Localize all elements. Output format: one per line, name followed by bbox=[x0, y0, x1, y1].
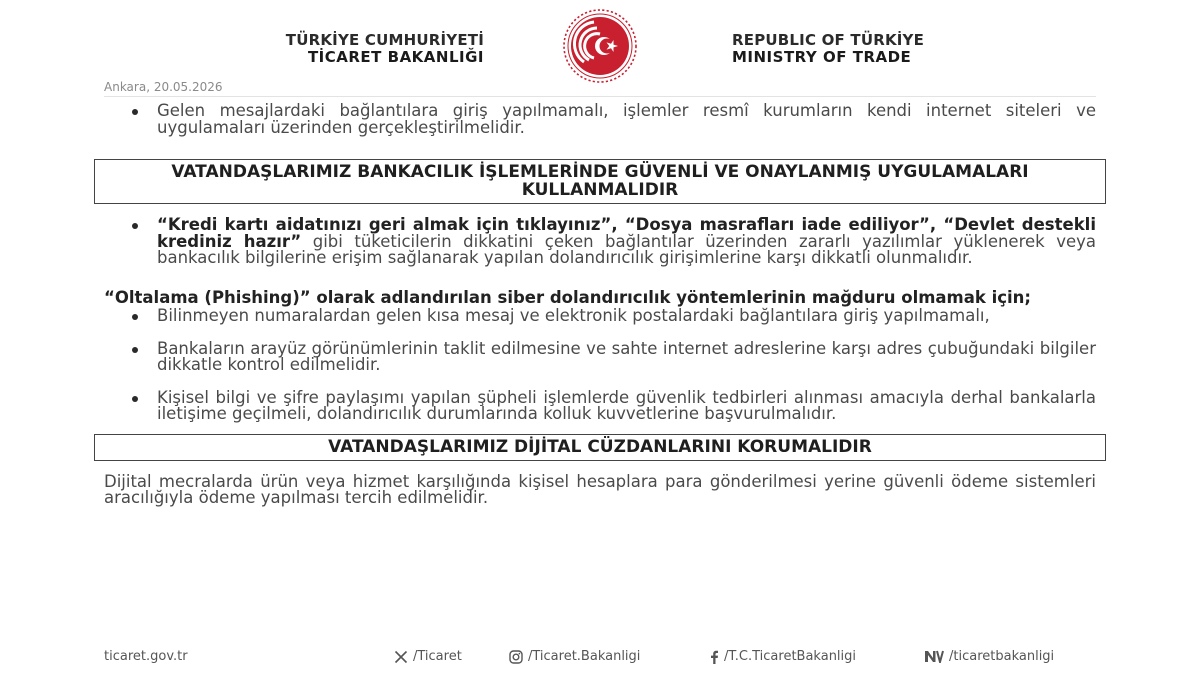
website-link[interactable]: ticaret.gov.tr bbox=[104, 649, 188, 664]
x-handle: /Ticaret bbox=[413, 649, 462, 664]
page-header bbox=[0, 0, 1200, 80]
intro-bullet-text: Gelen mesajlardaki bağlantılara giriş yapılmamalı, işlemler resmî kurumların kendi internet siteleri ve uygulamaları üzerinden gerçekleştirilmelidir. bbox=[157, 101, 1096, 137]
phishing-lead: “Oltalama (Phishing)” olarak adlandırılan siber dolandırıcılık yöntemlerinin mağduru olmamak için; bbox=[104, 287, 1032, 307]
facebook-social-link[interactable] bbox=[709, 649, 856, 664]
org-tr-line1: TÜRKİYE CUMHURİYETİ bbox=[285, 31, 484, 49]
scam-message-examples: “Kredi kartı aidatınızı geri almak için tıklayınız”, “Dosya masrafları iade ediliyor”, “Devlet destekli krediniz hazır” bbox=[157, 215, 1096, 251]
document-body bbox=[104, 103, 1096, 507]
x-social-link[interactable] bbox=[394, 649, 462, 664]
bullet4-text: Bankaların arayüz görünümlerinin taklit edilmesine ve sahte internet adreslerine karşı adres çubuğundaki bilgiler dikkatle kontrol edilmelidir. bbox=[157, 338, 1096, 374]
org-name-english bbox=[732, 32, 924, 66]
list-item bbox=[104, 217, 1096, 267]
nsosyal-icon bbox=[924, 650, 944, 663]
list-item bbox=[104, 103, 1096, 136]
list-item bbox=[104, 387, 1096, 423]
facebook-handle: /T.C.TicaretBakanligi bbox=[724, 649, 857, 664]
intro-list bbox=[104, 103, 1096, 136]
bullet-icon bbox=[132, 396, 138, 402]
list-item bbox=[104, 308, 1096, 325]
banking-list bbox=[104, 217, 1096, 267]
instagram-handle: /Ticaret.Bakanligi bbox=[528, 649, 641, 664]
nsosyal-handle: /ticaretbakanligi bbox=[949, 649, 1055, 664]
bullet-icon bbox=[132, 314, 138, 320]
phishing-list bbox=[104, 308, 1096, 423]
bullet-icon bbox=[132, 347, 138, 353]
bullet-icon bbox=[132, 223, 138, 229]
document-date: Ankara, 20.05.2026 bbox=[104, 80, 223, 94]
closing-paragraph: Dijital mecralarda ürün veya hizmet karşılığında kişisel hesaplara para gönderilmesi yerine güvenli ödeme sistemleri aracılığıyla ödeme yapılması tercih edilmelidir. bbox=[104, 471, 1096, 507]
section-heading-banking: VATANDAŞLARIMIZ BANKACILIK İŞLEMLERİNDE GÜVENLİ VE ONAYLANMIŞ UYGULAMALARI KULLANMALIDIR bbox=[94, 159, 1106, 204]
facebook-icon bbox=[709, 650, 719, 664]
list-item bbox=[104, 338, 1096, 374]
bullet-icon bbox=[132, 109, 138, 115]
instagram-icon bbox=[509, 650, 523, 664]
bullet3-text: Bilinmeyen numaralardan gelen kısa mesaj ve elektronik postalardaki bağlantılara giriş yapılmamalı, bbox=[157, 306, 990, 325]
page-footer bbox=[104, 649, 1100, 667]
x-icon bbox=[394, 650, 408, 664]
section-heading-wallet: VATANDAŞLARIMIZ DİJİTAL CÜZDANLARINI KORUMALIDIR bbox=[94, 434, 1106, 461]
bullet5-text: Kişisel bilgi ve şifre paylaşımı yapılan şüpheli işlemlerde güvenlik tedbirleri alınması amacıyla derhal bankalarla iletişime geçilmeli, dolandırıcılık durumlarında kolluk kuvvetlerine başvurulmalıdır. bbox=[157, 387, 1096, 423]
instagram-social-link[interactable] bbox=[509, 649, 640, 664]
nsosyal-social-link[interactable] bbox=[924, 649, 1054, 664]
ministry-logo-icon bbox=[534, 8, 666, 84]
header-divider bbox=[104, 96, 1096, 97]
bullet2-rest-text: gibi tüketicilerin dikkatini çeken bağlantılar üzerinden zararlı yazılımlar yüklenerek veya bankacılık bilgilerine erişim sağlanarak yapılan dolandırıcılık girişimlerine karşı dikkatli olunmalıdır. bbox=[157, 231, 1097, 267]
org-en-line2: MINISTRY OF TRADE bbox=[732, 48, 912, 66]
org-en-line1: REPUBLIC OF TÜRKİYE bbox=[732, 31, 925, 49]
org-tr-line2: TİCARET BAKANLIĞI bbox=[307, 48, 484, 66]
org-name-turkish bbox=[286, 32, 484, 66]
